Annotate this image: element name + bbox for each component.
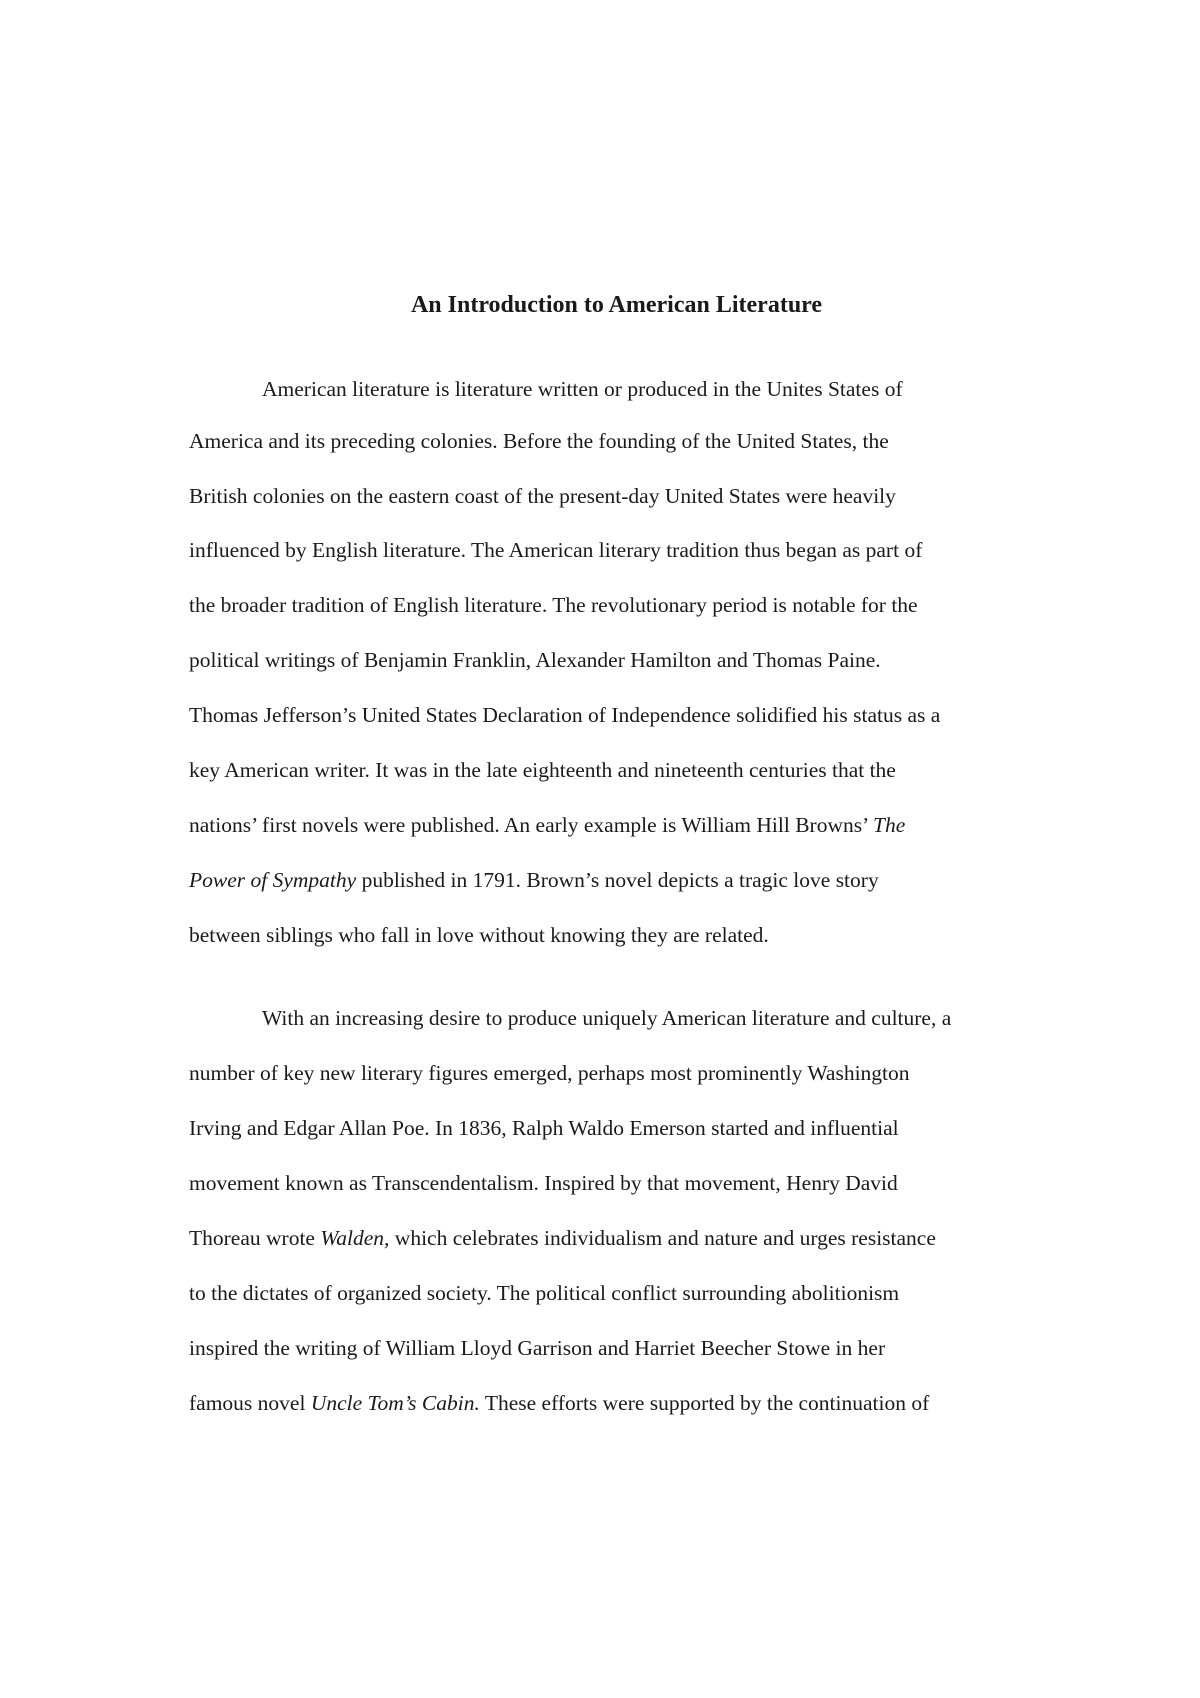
paragraph-2-line-7: inspired the writing of William Lloyd Garrison and Harriet Beecher Stowe in her <box>189 1336 886 1360</box>
paragraph-2-line-2: number of key new literary figures emerged, perhaps most prominently Washington <box>189 1061 910 1085</box>
book-title-uncle-toms-cabin: Uncle Tom’s Cabin. <box>310 1391 480 1415</box>
paragraph-2-line-4: movement known as Transcendentalism. Inspired by that movement, Henry David <box>189 1171 898 1195</box>
paragraph-2-line-8: famous novel Uncle Tom’s Cabin. These efforts were supported by the continuation of <box>189 1391 930 1415</box>
paragraph-2-line-1: With an increasing desire to produce uniquely American literature and culture, a <box>262 1006 952 1030</box>
paragraph-1-line-7: Thomas Jefferson’s United States Declaration of Independence solidified his status as a <box>189 703 941 727</box>
paragraph-2-line-3: Irving and Edgar Allan Poe. In 1836, Ralph Waldo Emerson started and influential <box>189 1116 899 1140</box>
paragraph-1-line-11: between siblings who fall in love without knowing they are related. <box>189 923 769 947</box>
book-title-power-of-sympathy-part-1: The <box>873 813 906 837</box>
paragraph-1-line-5: the broader tradition of English literature. The revolutionary period is notable for the <box>189 593 918 617</box>
paragraph-1-line-8: key American writer. It was in the late eighteenth and nineteenth centuries that the <box>189 758 896 782</box>
paragraph-2-line-5: Thoreau wrote Walden, which celebrates individualism and nature and urges resistance <box>189 1226 936 1250</box>
document-title: An Introduction to American Literature <box>410 292 823 318</box>
paragraph-1-line-2: America and its preceding colonies. Before the founding of the United States, the <box>189 429 889 453</box>
paragraph-2-line-6: to the dictates of organized society. The political conflict surrounding abolitionism <box>189 1281 900 1305</box>
paragraph-1-line-3: British colonies on the eastern coast of the present-day United States were heavily <box>189 484 896 508</box>
paragraph-1-line-4: influenced by English literature. The American literary tradition thus began as part of <box>189 538 923 562</box>
paragraph-1-line-9: nations’ first novels were published. An early example is William Hill Browns’ The <box>189 813 906 837</box>
paragraph-1-line-6: political writings of Benjamin Franklin, Alexander Hamilton and Thomas Paine. <box>189 648 881 672</box>
book-title-power-of-sympathy-part-2: Power of Sympathy <box>189 868 357 892</box>
paragraph-1-line-10: Power of Sympathy published in 1791. Brown’s novel depicts a tragic love story <box>189 868 879 892</box>
paragraph-1-line-1: American literature is literature written or produced in the Unites States of <box>262 377 903 401</box>
book-title-walden: Walden, <box>320 1226 390 1250</box>
